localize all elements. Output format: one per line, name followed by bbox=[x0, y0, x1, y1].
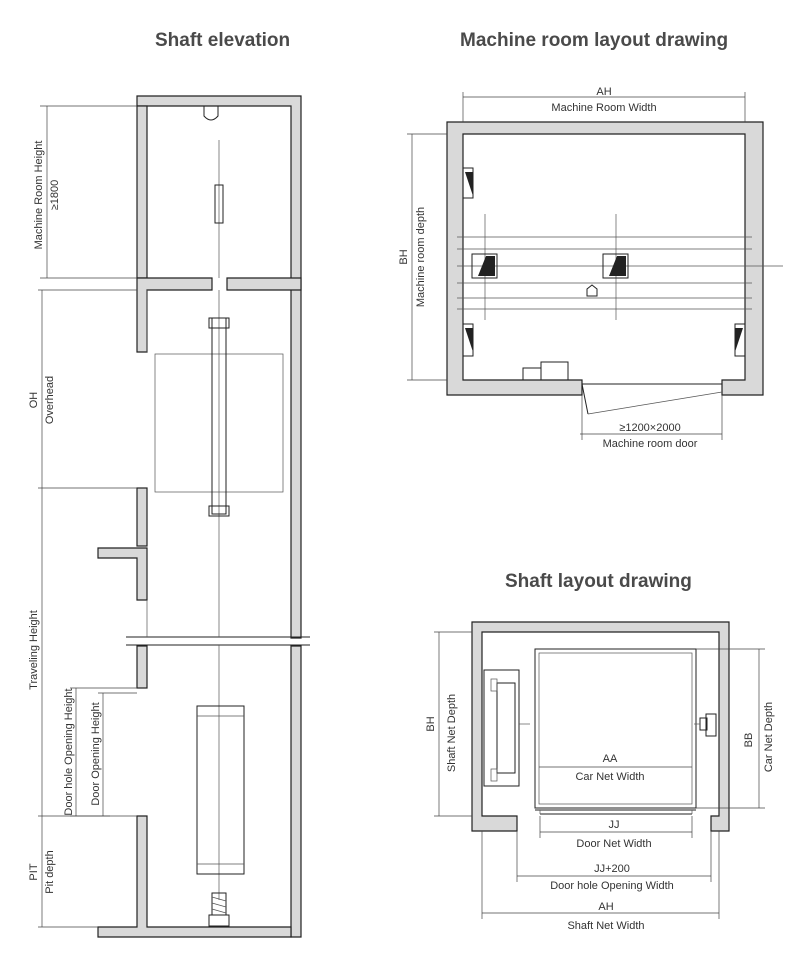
shaft-layout-title: Shaft layout drawing bbox=[505, 571, 692, 592]
sl-bb-label: BB bbox=[743, 732, 755, 748]
control-cabinet-small bbox=[523, 368, 541, 380]
counterweight-frame bbox=[484, 670, 519, 786]
elevation-left-wall-mid bbox=[137, 488, 147, 546]
door-opening-height-label: Door Opening Height bbox=[90, 702, 102, 806]
mr-depth-label: Machine room depth bbox=[415, 206, 427, 308]
sl-aa-label: AA bbox=[602, 753, 618, 765]
counterweight bbox=[197, 706, 244, 874]
oh-label: OH bbox=[28, 391, 40, 409]
machine-room-layout bbox=[398, 86, 783, 450]
door-hole-opening-height-label: Door hole Opening Height bbox=[63, 688, 75, 816]
sl-shaft-net-depth-label: Shaft Net Depth bbox=[446, 693, 458, 773]
sl-ah-label: AH bbox=[598, 901, 614, 913]
hook-symbol bbox=[587, 285, 597, 296]
shaft-elevation bbox=[28, 96, 310, 937]
traveling-height-label: Traveling Height bbox=[28, 610, 40, 690]
sl-car-net-depth-label: Car Net Depth bbox=[763, 701, 775, 773]
sl-car-net-width-label: Car Net Width bbox=[575, 771, 645, 783]
sl-bh-label: BH bbox=[425, 716, 437, 732]
elevation-right-wall-lower bbox=[291, 646, 301, 937]
machine-room-height-value: ≥1800 bbox=[49, 179, 61, 211]
mr-door-label: Machine room door bbox=[602, 438, 698, 450]
landing-sill bbox=[98, 548, 147, 600]
elevation-left-wall-machine-room bbox=[137, 106, 147, 278]
machine-room-layout-title: Machine room layout drawing bbox=[460, 30, 729, 51]
pit-depth-label: Pit depth bbox=[44, 850, 56, 894]
sl-jj-label: JJ bbox=[608, 819, 620, 831]
elevation-left-wall-upper-pit bbox=[137, 646, 147, 688]
mr-door-size-label: ≥1200×2000 bbox=[619, 422, 681, 434]
machine-room-height-label: Machine Room Height bbox=[33, 140, 45, 250]
sl-jj-200-label: JJ+200 bbox=[594, 863, 630, 875]
pit-label: PIT bbox=[28, 863, 40, 881]
mr-width-label: Machine Room Width bbox=[551, 102, 657, 114]
door-swing bbox=[582, 384, 588, 414]
lifting-hook bbox=[204, 106, 218, 120]
overhead-label: Overhead bbox=[44, 375, 56, 425]
sl-door-hole-opening-width-label: Door hole Opening Width bbox=[550, 880, 674, 892]
control-cabinet bbox=[541, 362, 568, 380]
shaft-layout bbox=[425, 622, 775, 932]
machine-room-floor-slab-right bbox=[227, 278, 301, 290]
pit-wall bbox=[98, 816, 291, 937]
car bbox=[535, 649, 696, 808]
mr-ah-label: AH bbox=[596, 86, 612, 98]
counterweight-block bbox=[497, 683, 515, 773]
sl-shaft-net-width-label: Shaft Net Width bbox=[567, 920, 645, 932]
shaft-elevation-title: Shaft elevation bbox=[155, 30, 291, 51]
mr-bh-label: BH bbox=[398, 249, 410, 265]
machine-room-floor-slab-left bbox=[137, 278, 212, 352]
sl-door-net-width-label: Door Net Width bbox=[576, 838, 652, 850]
